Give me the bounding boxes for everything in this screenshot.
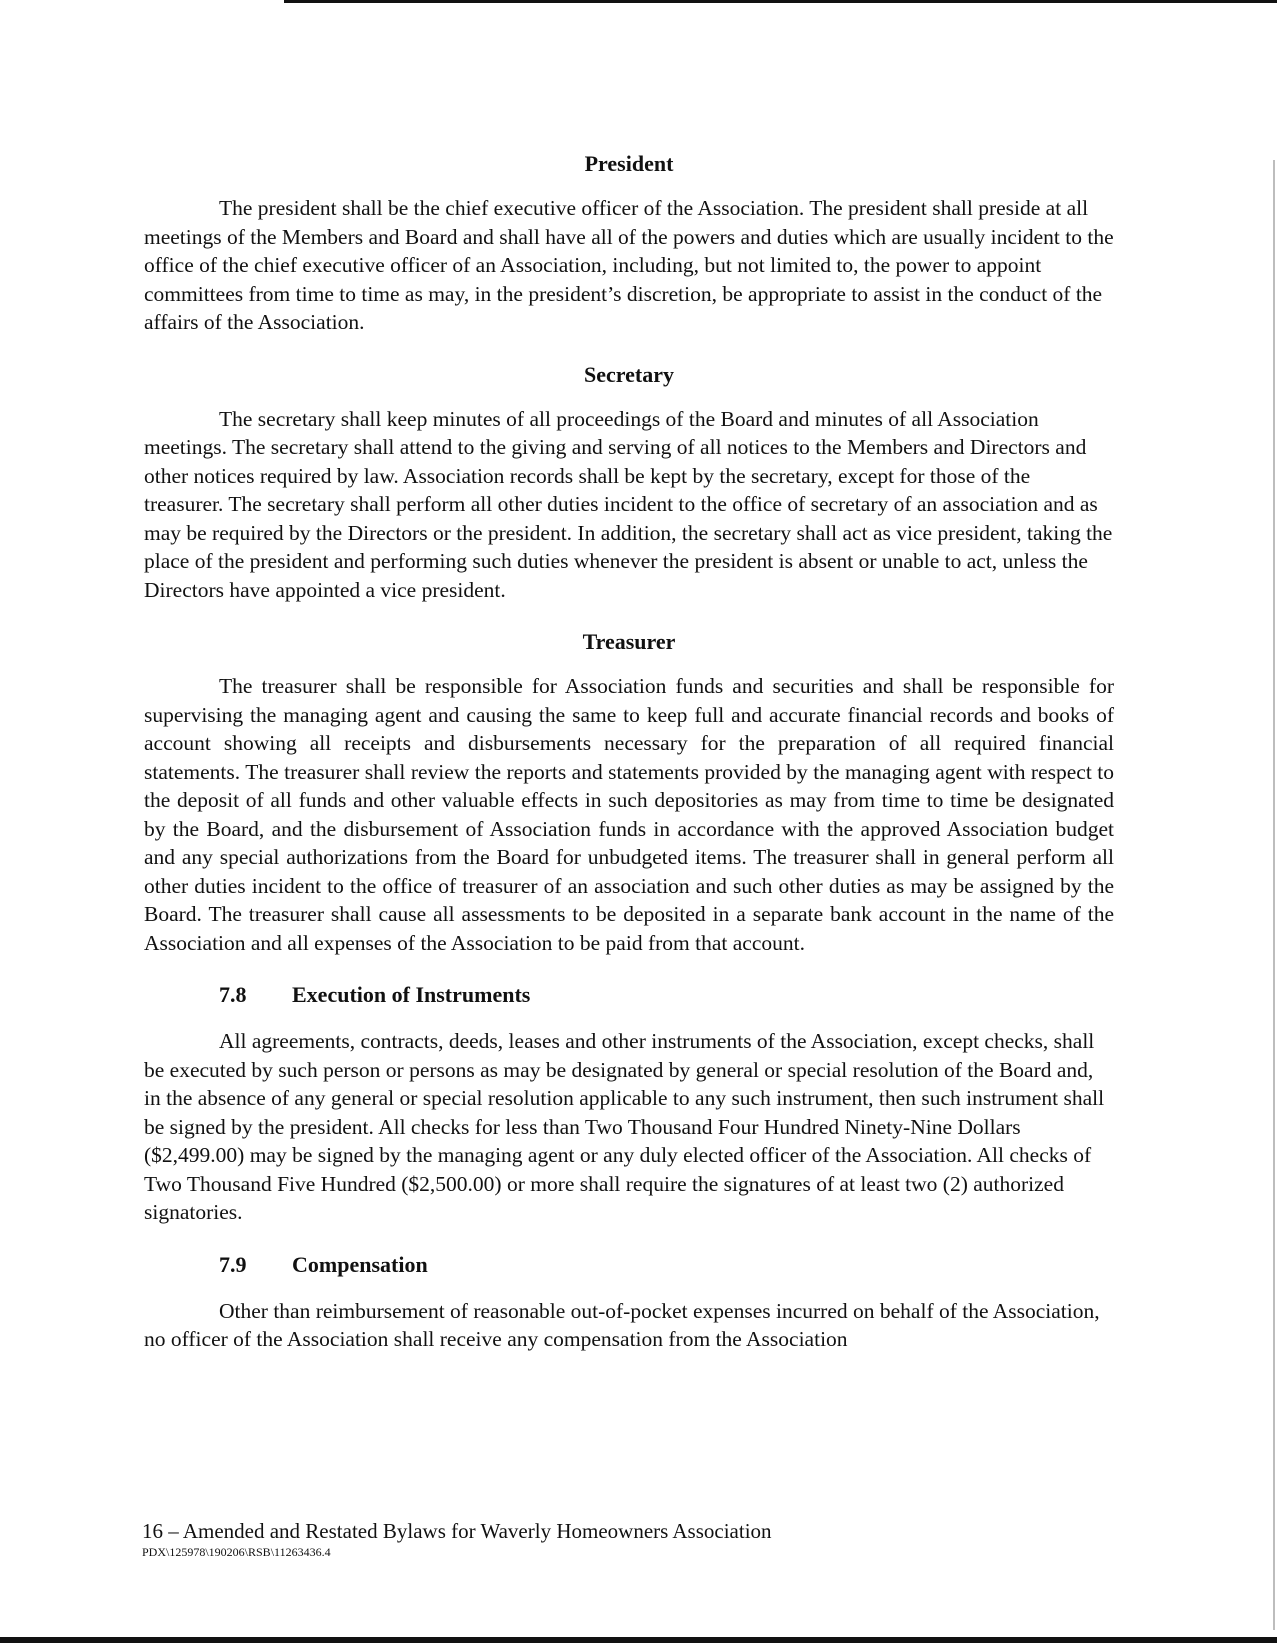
page-footer	[142, 1518, 1142, 1560]
scan-edge-top	[284, 0, 1277, 3]
document-body	[144, 150, 1114, 1354]
section-7-9-heading	[144, 1251, 1114, 1279]
execution-paragraph: All agreements, contracts, deeds, leases and other instruments of the Association, except checks, shall be executed by such person or persons as may be designated by general or special resolution of the Board and, in the absence of any general or special resolution applicable to any such instrument, then such instrument shall be signed by the president. All checks for less than Two Thousand Four Hundred Ninety-Nine Dollars ($2,499.00) may be signed by the managing agent or any duly elected officer of the Association. All checks of Two Thousand Five Hundred ($2,500.00) or more shall require the signatures of at least two (2) authorized signatories.	[144, 1029, 1105, 1224]
footer-title: 16 – Amended and Restated Bylaws for Waverly Homeowners Association	[142, 1519, 772, 1543]
section-7-9-title: Compensation	[292, 1251, 428, 1277]
section-7-8-heading	[144, 981, 1114, 1009]
treasurer-paragraph: The treasurer shall be responsible for Association funds and securities and shall be responsible for supervising the managing agent and causing the same to keep full and accurate financial records and books of account showing all receipts and disbursements necessary for the preparation of all required financial statements. The treasurer shall review the reports and statements provided by the managing agent with respect to the deposit of all funds and other valuable effects in such depositories as may from time to time be designated by the Board, and the disbursement of Association funds in accordance with the approved Association budget and any special authorizations from the Board for unbudgeted items. The treasurer shall in general perform all other duties incident to the office of treasurer of an association and such other duties as may be assigned by the Board. The treasurer shall cause all assessments to be deposited in a separate bank account in the name of the Association and all expenses of the Association to be paid from that account.	[144, 674, 1114, 955]
president-heading: President	[584, 151, 674, 176]
secretary-heading: Secretary	[584, 361, 674, 387]
secretary-paragraph: The secretary shall keep minutes of all proceedings of the Board and minutes of all Association meetings. The secretary shall attend to the giving and serving of all notices to the Members and Directors and other notices required by law. Association records shall be kept by the secretary, except for those of the treasurer. The secretary shall perform all other duties incident to the office of secretary of an association and as may be required by the Directors or the president. In addition, the secretary shall act as vice president, taking the place of the president and performing such duties whenever the president is absent or unable to act, unless the Directors have appointed a vice president.	[144, 406, 1113, 602]
scan-edge-right	[1273, 160, 1275, 1630]
section-7-8-title: Execution of Instruments	[292, 982, 531, 1007]
treasurer-heading: Treasurer	[582, 629, 676, 654]
section-7-9-number: 7.9	[219, 1251, 247, 1277]
section-7-8-number: 7.8	[219, 982, 247, 1007]
scan-edge-bottom	[0, 1637, 1277, 1643]
compensation-paragraph: Other than reimbursement of reasonable out-of-pocket expenses incurred on behalf of the Association, no officer of the Association shall receive any compensation from the Association	[144, 1298, 1100, 1351]
president-paragraph: The president shall be the chief executive officer of the Association. The president shall preside at all meetings of the Members and Board and shall have all of the powers and duties which are usually incident to the office of the chief executive officer of an Association, including, but not limited to, the power to appoint committees from time to time as may, in the president’s discretion, be appropriate to assist in the conduct of the affairs of the Association.	[144, 196, 1114, 334]
footer-doc-id: PDX\125978\190206\RSB\11263436.4	[142, 1545, 331, 1559]
